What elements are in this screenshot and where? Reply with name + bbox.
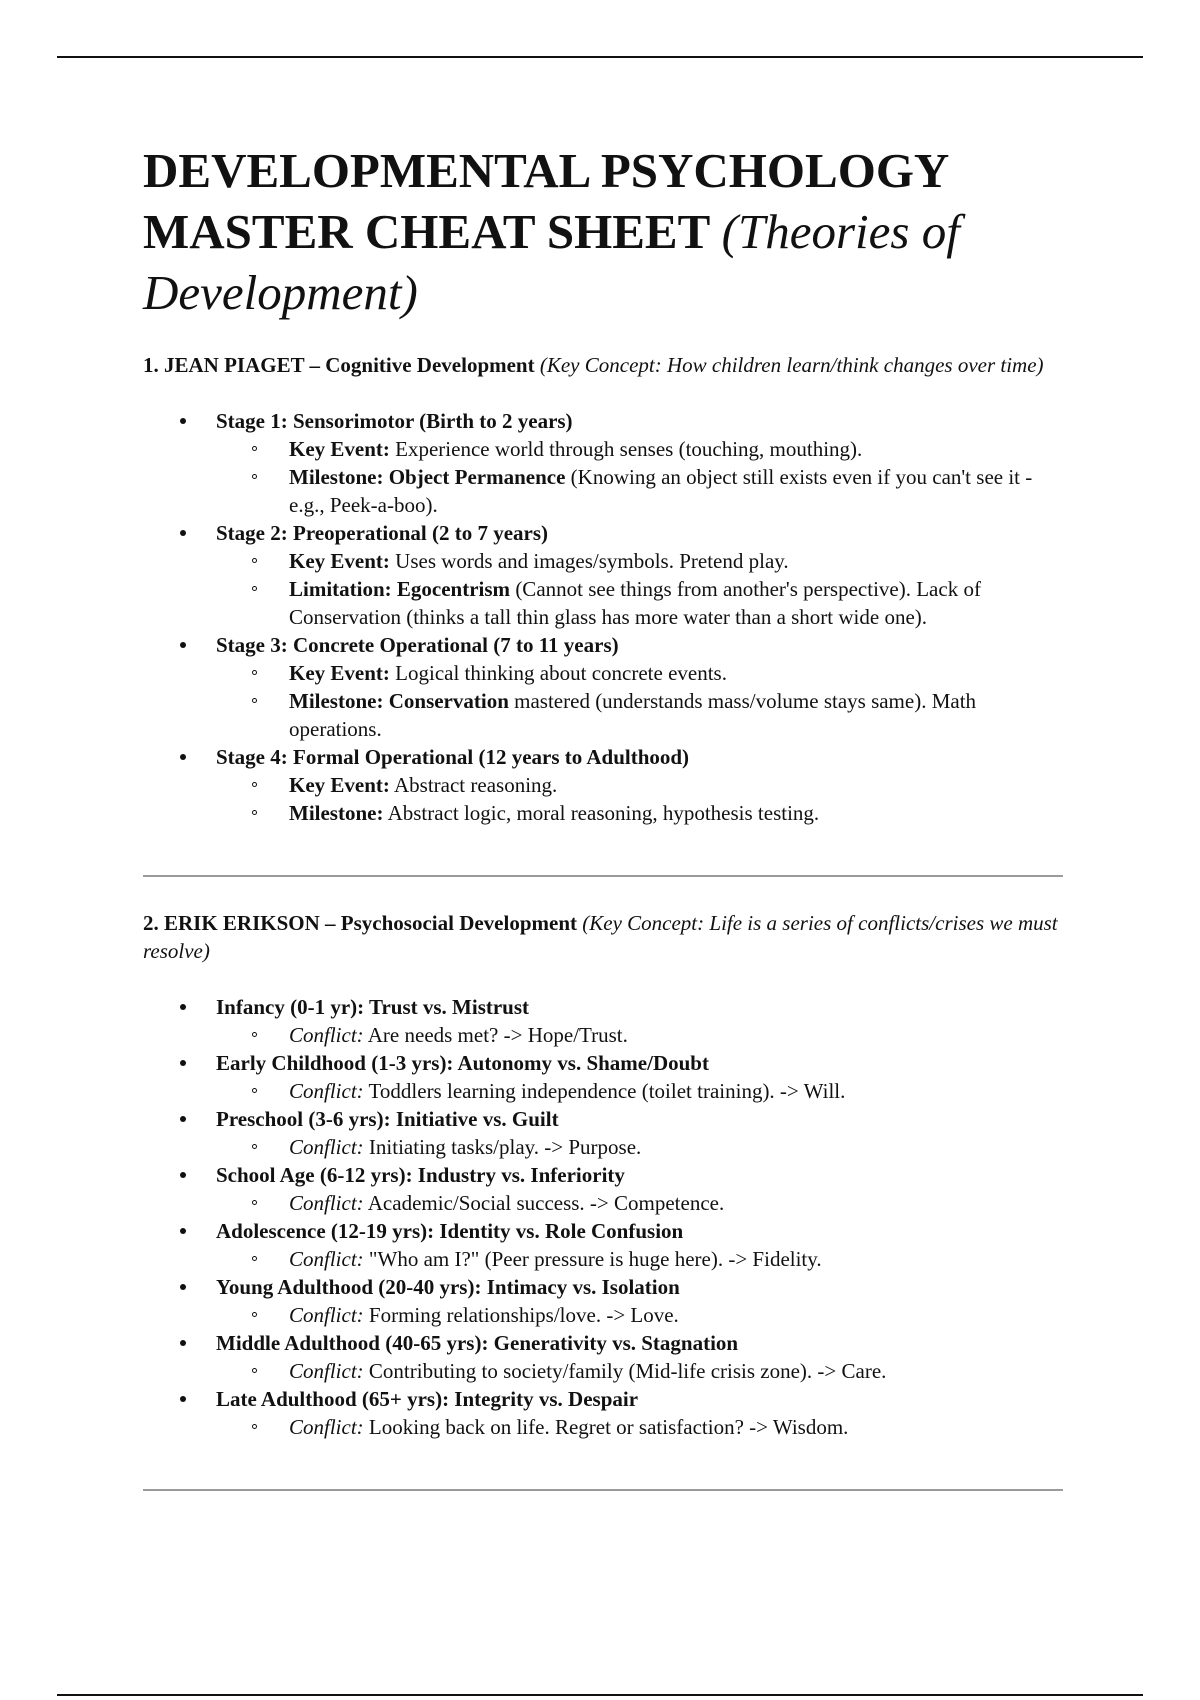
list-item [216,799,1063,827]
bullet-icon [180,754,186,760]
conflict-label: Conflict: [289,1303,364,1327]
list-item [216,1357,1063,1385]
erikson-stage-details [216,1301,1063,1329]
erikson-stage-details [216,1133,1063,1161]
erikson-stage-details [216,1077,1063,1105]
circle-bullet-icon [252,782,257,787]
conflict-label: Conflict: [289,1079,364,1103]
page-content [143,140,1063,1491]
conflict-text: Initiating tasks/play. -> Purpose. [368,1135,642,1159]
conflict-text: Are needs met? -> Hope/Trust. [367,1023,628,1047]
erikson-stage-title: Young Adulthood (20-40 yrs): Intimacy vs. Isolation [216,1275,680,1299]
piaget-stage [143,631,1063,743]
conflict-label: Conflict: [289,1135,364,1159]
piaget-stage [143,407,1063,519]
piaget-stage-title: Stage 1: Sensorimotor (Birth to 2 years) [216,409,573,433]
circle-bullet-icon [252,810,257,815]
erikson-stage [143,1161,1063,1217]
erikson-stage [143,1385,1063,1441]
erikson-stage-title: Late Adulthood (65+ yrs): Integrity vs. Despair [216,1387,639,1411]
item-text: Abstract logic, moral reasoning, hypothesis testing. [387,801,820,825]
circle-bullet-icon [252,670,257,675]
conflict-label: Conflict: [289,1023,364,1047]
circle-bullet-icon [252,586,257,591]
list-item [216,1133,1063,1161]
section-divider [143,1489,1063,1491]
conflict-label: Conflict: [289,1247,364,1271]
bullet-icon [180,418,186,424]
circle-bullet-icon [252,1256,257,1261]
bullet-icon [180,530,186,536]
piaget-heading [143,351,1063,379]
item-label: Key Event: [289,437,390,461]
erikson-stage-details [216,1357,1063,1385]
circle-bullet-icon [252,1088,257,1093]
top-rule [57,56,1143,58]
circle-bullet-icon [252,1032,257,1037]
conflict-label: Conflict: [289,1359,364,1383]
item-label: Milestone: Object Permanence [289,465,566,489]
erikson-stage-details [216,1245,1063,1273]
circle-bullet-icon [252,1424,257,1429]
circle-bullet-icon [252,1312,257,1317]
conflict-label: Conflict: [289,1191,364,1215]
piaget-stage-details [216,771,1063,827]
erikson-stage [143,1329,1063,1385]
bullet-icon [180,1172,186,1178]
item-label: Limitation: Egocentrism [289,577,511,601]
erikson-stage-title: School Age (6-12 yrs): Industry vs. Inferiority [216,1163,625,1187]
item-text: mastered (understands mass/volume stays same). Math operations. [289,689,977,741]
bullet-icon [180,1228,186,1234]
item-text: Uses words and images/symbols. Pretend play. [395,549,789,573]
item-text: Abstract reasoning. [394,773,558,797]
erikson-stage [143,993,1063,1049]
bottom-rule [57,1694,1143,1696]
item-label: Key Event: [289,549,390,573]
list-item [216,687,1063,743]
list-item [216,659,1063,687]
erikson-stage-title: Middle Adulthood (40-65 yrs): Generativity vs. Stagnation [216,1331,739,1355]
erikson-stage [143,1049,1063,1105]
piaget-stage-details [216,547,1063,631]
item-text: Experience world through senses (touching, mouthing). [395,437,863,461]
piaget-stage [143,519,1063,631]
page-title [143,140,1063,323]
bullet-icon [180,1396,186,1402]
list-item [216,1021,1063,1049]
item-label: Key Event: [289,661,390,685]
erikson-stage-title: Early Childhood (1-3 yrs): Autonomy vs. Shame/Doubt [216,1051,709,1075]
item-text: (Knowing an object still exists even if you can't see it - e.g., Peek-a-boo). [289,465,1033,517]
title-subtitle: (Theories of Development) [143,204,960,320]
conflict-text: Forming relationships/love. -> Love. [368,1303,679,1327]
erikson-stage-title: Infancy (0-1 yr): Trust vs. Mistrust [216,995,530,1019]
erikson-stage [143,1217,1063,1273]
circle-bullet-icon [252,1200,257,1205]
erikson-stage-details [216,1413,1063,1441]
bullet-icon [180,1284,186,1290]
list-item [216,1077,1063,1105]
item-text: Logical thinking about concrete events. [395,661,727,685]
section-divider [143,875,1063,877]
list-item [216,771,1063,799]
bullet-icon [180,642,186,648]
conflict-text: Toddlers learning independence (toilet training). -> Will. [368,1079,846,1103]
piaget-stage-title: Stage 2: Preoperational (2 to 7 years) [216,521,549,545]
erikson-stage-list [143,993,1063,1441]
erikson-heading-title: 2. ERIK ERIKSON – Psychosocial Development [143,911,578,935]
bullet-icon [180,1116,186,1122]
erikson-stage-title: Adolescence (12-19 yrs): Identity vs. Role Confusion [216,1219,684,1243]
bullet-icon [180,1060,186,1066]
list-item [216,1245,1063,1273]
piaget-stage-details [216,435,1063,519]
list-item [216,435,1063,463]
circle-bullet-icon [252,558,257,563]
item-label: Milestone: [289,801,384,825]
list-item [216,463,1063,519]
circle-bullet-icon [252,446,257,451]
item-text: (Cannot see things from another's perspective). Lack of Conservation (thinks a tall thin glass has more water than a short wide one). [289,577,981,629]
circle-bullet-icon [252,474,257,479]
piaget-stage-details [216,659,1063,743]
circle-bullet-icon [252,698,257,703]
piaget-heading-title: 1. JEAN PIAGET – Cognitive Development [143,353,535,377]
erikson-heading-concept: (Key Concept: Life is a series of conflicts/crises we must resolve) [143,911,1058,963]
conflict-text: Contributing to society/family (Mid-life crisis zone). -> Care. [368,1359,887,1383]
erikson-stage-details [216,1021,1063,1049]
erikson-stage [143,1105,1063,1161]
piaget-stage-title: Stage 3: Concrete Operational (7 to 11 years) [216,633,619,657]
item-label: Key Event: [289,773,390,797]
list-item [216,1301,1063,1329]
circle-bullet-icon [252,1368,257,1373]
piaget-stage [143,743,1063,827]
bullet-icon [180,1004,186,1010]
piaget-stage-list [143,407,1063,827]
list-item [216,1189,1063,1217]
conflict-text: Looking back on life. Regret or satisfaction? -> Wisdom. [368,1415,849,1439]
piaget-heading-concept: (Key Concept: How children learn/think changes over time) [539,353,1044,377]
piaget-stage-title: Stage 4: Formal Operational (12 years to Adulthood) [216,745,690,769]
erikson-stage-details [216,1189,1063,1217]
title-main: DEVELOPMENTAL PSYCHOLOGY MASTER CHEAT SHEET [143,143,948,259]
conflict-label: Conflict: [289,1415,364,1439]
conflict-text: Academic/Social success. -> Competence. [367,1191,725,1215]
list-item [216,547,1063,575]
conflict-text: "Who am I?" (Peer pressure is huge here). -> Fidelity. [368,1247,822,1271]
list-item [216,1413,1063,1441]
list-item [216,575,1063,631]
erikson-stage-title: Preschool (3-6 yrs): Initiative vs. Guilt [216,1107,559,1131]
erikson-stage [143,1273,1063,1329]
bullet-icon [180,1340,186,1346]
circle-bullet-icon [252,1144,257,1149]
erikson-heading [143,909,1063,965]
item-label: Milestone: Conservation [289,689,509,713]
